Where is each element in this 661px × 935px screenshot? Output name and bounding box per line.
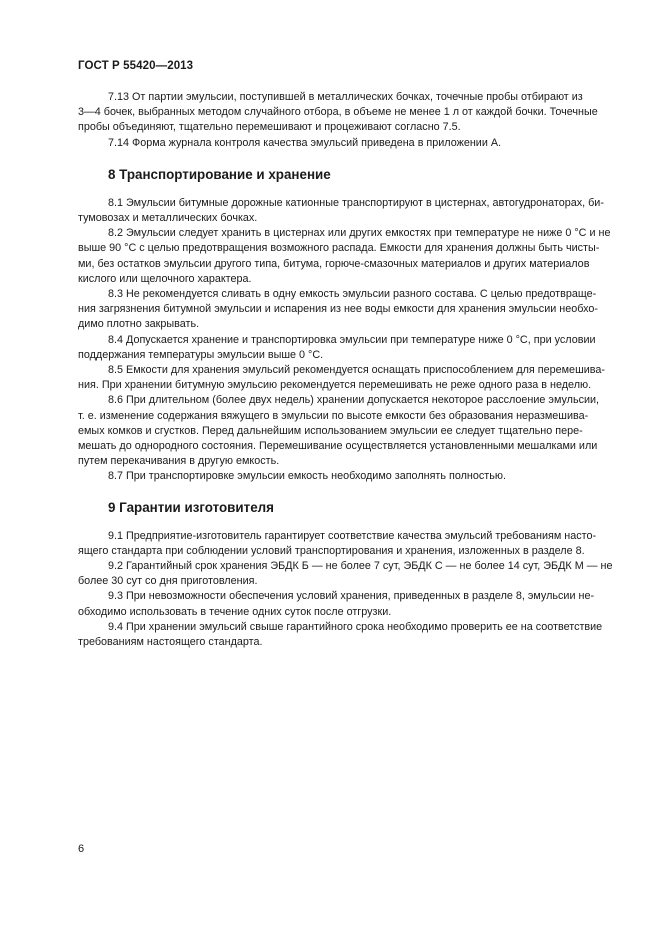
paragraph-9-3: 9.3 При невозможности обеспечения условий хранения, приведенных в разделе 8, эмульсии не- обходимо использовать в течение одних суток после отгрузки. <box>78 590 595 618</box>
paragraph-7-14: 7.14 Форма журнала контроля качества эмульсий приведена в приложении А. <box>108 136 502 149</box>
paragraph-8-5: 8.5 Емкости для хранения эмульсий рекомендуется оснащать приспособлением для перемешива- ния. При хранении битумную эмульсию рекомендуется перемешивать не реже одного раза в неделю. <box>78 364 605 392</box>
paragraph-8-3: 8.3 Не рекомендуется сливать в одну емкость эмульсии разного состава. С целью предотвраще- ния загрязнения битумной эмульсии и испарения из нее воды емкости для хранения эмульсии необхо- димо плотно закрывать. <box>78 288 598 331</box>
paragraph-8-1: 8.1 Эмульсии битумные дорожные катионные транспортируют в цистернах, автогудронаторах, би- тумовозах и металлических бочках. <box>78 196 604 225</box>
paragraph-8-7: 8.7 При транспортировке эмульсии емкость необходимо заполнять полностью. <box>108 470 506 483</box>
section-8-heading: 8 Транспортирование и хранение <box>108 166 331 182</box>
document-body <box>78 90 615 650</box>
document-header: ГОСТ Р 55420—2013 <box>78 60 194 72</box>
paragraph-8-4: 8.4 Допускается хранение и транспортировка эмульсии при температуре ниже 0 °С, при условии поддержания температуры эмульсии выше 0 °С. <box>78 333 596 361</box>
paragraph-9-1: 9.1 Предприятие-изготовитель гарантирует соответствие качества эмульсий требованиям насто- ящего стандарта при соблюдении условий транспортирования и хранения, изложенных в разделе 8. <box>78 529 597 557</box>
paragraph-9-2: 9.2 Гарантийный срок хранения ЭБДК Б — не более 7 сут, ЭБДК С — не более 14 сут, ЭБДК М — не более 30 сут со дня приготовления. <box>78 560 613 588</box>
page-number: 6 <box>78 843 85 855</box>
paragraph-7-13: 7.13 От партии эмульсии, поступившей в металлических бочках, точечные пробы отбирают из 3—4 бочек, выбранных методом случайного отбора, в объеме не менее 1 л от каждой бочки. Точечные пробы объединяют, тщательно перемешивают и процеживают согласно 7.5. <box>78 91 598 134</box>
paragraph-8-2: 8.2 Эмульсии следует хранить в цистернах или других емкостях при температуре не ниже 0 °С и не выше 90 °С с целью предотвращения возможного распада. Емкости для хранения должны быть чисты- ми, без остатков эмульсии другого типа, битума, горюче-смазочных материалов и других материалов кислого или щелочного характера. <box>78 227 611 285</box>
paragraph-9-4: 9.4 При хранении эмульсий свыше гарантийного срока необходимо проверить ее на соответствие требованиям настоящего стандарта. <box>78 620 603 649</box>
paragraph-8-6: 8.6 При длительном (более двух недель) хранении допускается некоторое расслоение эмульсии, т. е. изменение содержания вяжущего в эмульсии по высоте емкости без образования неразмешива- емых комков и сгустков. Перед дальнейшим использованием эмульсии ее следует тщательно пере- мешать до однородного состояния. Перемешивание осуществляется установленными мешалками или путем перекачивания в другую емкость. <box>78 394 600 468</box>
section-9-heading: 9 Гарантии изготовителя <box>108 499 274 515</box>
